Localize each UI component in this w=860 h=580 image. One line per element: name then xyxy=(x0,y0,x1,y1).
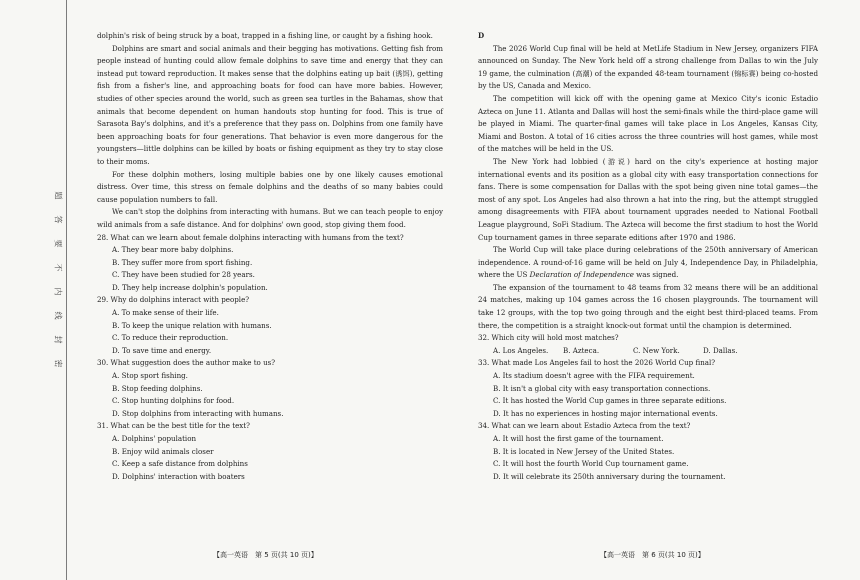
page-footer-right: 【高一英语 第 6 页(共 10 页)】 xyxy=(600,551,705,559)
question-30: 30. What suggestion does the author make to us? xyxy=(97,358,276,368)
option: A. Its stadium doesn't agree with the FIFA requirement. xyxy=(493,371,695,381)
binding-char: 题 xyxy=(53,191,63,200)
option: A. Stop sport fishing. xyxy=(112,371,188,381)
option: C. It has hosted the World Cup games in three separate editions. xyxy=(493,396,727,406)
question-34: 34. What can we learn about Estadio Azteca from the text? xyxy=(478,421,691,431)
option: C. New York. xyxy=(633,345,680,355)
passage-paragraph xyxy=(478,244,818,282)
option: C. They have been studied for 28 years. xyxy=(112,270,255,280)
right-column xyxy=(478,30,818,483)
passage-heading: D xyxy=(478,31,485,40)
passage-paragraph: For these dolphin mothers, losing multiple babies one by one likely causes emotional distress. Over time, this stress on female dolphins and the deaths of so many babies could cause population numbers to fall. xyxy=(97,169,443,204)
passage-paragraph: The New York had lobbied (游说) hard on the city's experience at hosting major international events and its position as a global city with easy transportation connections for fans. There is some compensation for Dallas with the spot being given nine total games—the most of any spot. Los Angeles had also thrown a hat into the ring, but the attempt struggled among disagreements with FIFA about tournament upgrades needed to National Football League playground, SoFi Stadium. The Azteca will become the first stadium to host the World Cup tournament games in three separate editions after 1970 and 1986. xyxy=(478,156,818,242)
italic-title: Declaration of Independence xyxy=(529,270,634,280)
option: A. Los Angeles. xyxy=(493,345,549,355)
question-32: 32. Which city will hold most matches? xyxy=(478,333,619,343)
binding-line xyxy=(66,0,67,580)
option: B. It isn't a global city with easy transportation connections. xyxy=(493,383,711,393)
option: A. They bear more baby dolphins. xyxy=(112,245,234,255)
option-row xyxy=(478,345,818,358)
option: B. Azteca. xyxy=(563,345,600,355)
option: D. It has no experiences in hosting major international events. xyxy=(493,408,718,418)
binding-char: 答 xyxy=(53,215,63,224)
question-33: 33. What made Los Angeles fail to host the 2026 World Cup final? xyxy=(478,358,716,368)
binding-char: 不 xyxy=(53,263,63,272)
option: C. It will host the fourth World Cup tournament game. xyxy=(493,459,689,469)
binding-char: 要 xyxy=(53,239,63,248)
passage-paragraph: dolphin's risk of being struck by a boat, trapped in a fishing line, or caught by a fishing hook. xyxy=(97,31,433,40)
option: C. To reduce their reproduction. xyxy=(112,333,229,343)
passage-paragraph: We can't stop the dolphins from interacting with humans. But we can teach people to enjoy wild animals from a safe distance. And for dolphins' own good, stop giving them food. xyxy=(97,207,443,229)
paragraph-text: The World Cup will take place during celebrations of the 250th anniversary of American independence. A round-of-16 game will be held on July 4, Independence Day, in Philadelphia, where the US xyxy=(478,245,818,280)
passage-paragraph: The 2026 World Cup final will be held at MetLife Stadium in New Jersey, organizers FIFA announced on Sunday. The New York held off a strong challenge from Dallas to win the July 19 game, the culmination (高潮) of the expanded 48-team tournament (锦标赛) being co-hosted by the US, Canada and Mexico. xyxy=(478,43,818,91)
option: D. Dallas. xyxy=(703,345,738,355)
passage-paragraph: Dolphins are smart and social animals and their begging has motivations. Getting fish from people instead of hunting could allow female dolphins to save time and energy that they can instead put toward reproduction. It makes sense that the dolphins eating up bait (诱饵), getting fish from a fisher's line, and approaching boats for food can have more babies. However, studies of other species around the world, such as green sea turtles in the Bahamas, show that animals that become dependent on human handouts stop hunting for food. This is true of Sarasota Bay's dolphins, and it's a preference that they pass on. Dolphins from one family have been approaching boats for four generations. That behavior is even more dangerous for the youngsters—little dolphins can be killed by boats or fishing equipment as they try to stay close to their moms. xyxy=(97,43,443,166)
passage-paragraph: The expansion of the tournament to 48 teams from 32 means there will be an additional 24 matches, making up 104 games across the 16 chosen playgrounds. The tournament will take 12 groups, with the top two going through and the eight best third-placed teams. From there, the competition is a straight knock-out format until the champion is determined. xyxy=(478,282,818,330)
question-29: 29. Why do dolphins interact with people? xyxy=(97,295,250,305)
option: A. To make sense of their life. xyxy=(112,308,219,318)
question-31: 31. What can be the best title for the text? xyxy=(97,421,250,431)
option: D. It will celebrate its 250th anniversary during the tournament. xyxy=(493,471,726,481)
option: B. It is located in New Jersey of the United States. xyxy=(493,446,675,456)
passage-paragraph: The competition will kick off with the opening game at Mexico City's iconic Estadio Azteca on June 11. Atlanta and Dallas will host the semi-finals while the third-place game will be played in Miami. The quarter-final games will take place in Los Angeles, Kansas City, Miami and Boston. A total of 16 cities across the three countries will host games, while most of the matches will be held in the US. xyxy=(478,93,818,154)
binding-margin xyxy=(0,0,66,580)
option: A. Dolphins' population xyxy=(112,434,197,443)
binding-char: 线 xyxy=(53,311,63,320)
paragraph-text: was signed. xyxy=(633,270,679,280)
option: D. To save time and energy. xyxy=(112,345,212,355)
binding-char: 密 xyxy=(53,359,63,368)
option: D. Stop dolphins from interacting with humans. xyxy=(112,408,284,418)
option: C. Keep a safe distance from dolphins xyxy=(112,459,248,469)
page-footer-left: 【高一英语 第 5 页(共 10 页)】 xyxy=(213,551,318,559)
binding-char: 内 xyxy=(53,287,63,296)
option: B. Enjoy wild animals closer xyxy=(112,446,214,456)
option: B. They suffer more from sport fishing. xyxy=(112,257,253,267)
option: A. It will host the first game of the tournament. xyxy=(493,434,664,443)
option: B. To keep the unique relation with humans. xyxy=(112,320,272,330)
question-28: 28. What can we learn about female dolphins interacting with humans from the text? xyxy=(97,232,404,242)
option: B. Stop feeding dolphins. xyxy=(112,383,203,393)
left-column xyxy=(97,30,443,483)
option: C. Stop hunting dolphins for food. xyxy=(112,396,235,406)
binding-char: 封 xyxy=(53,335,63,344)
option: D. Dolphins' interaction with boaters xyxy=(112,471,245,481)
option: D. They help increase dolphin's population. xyxy=(112,282,268,292)
